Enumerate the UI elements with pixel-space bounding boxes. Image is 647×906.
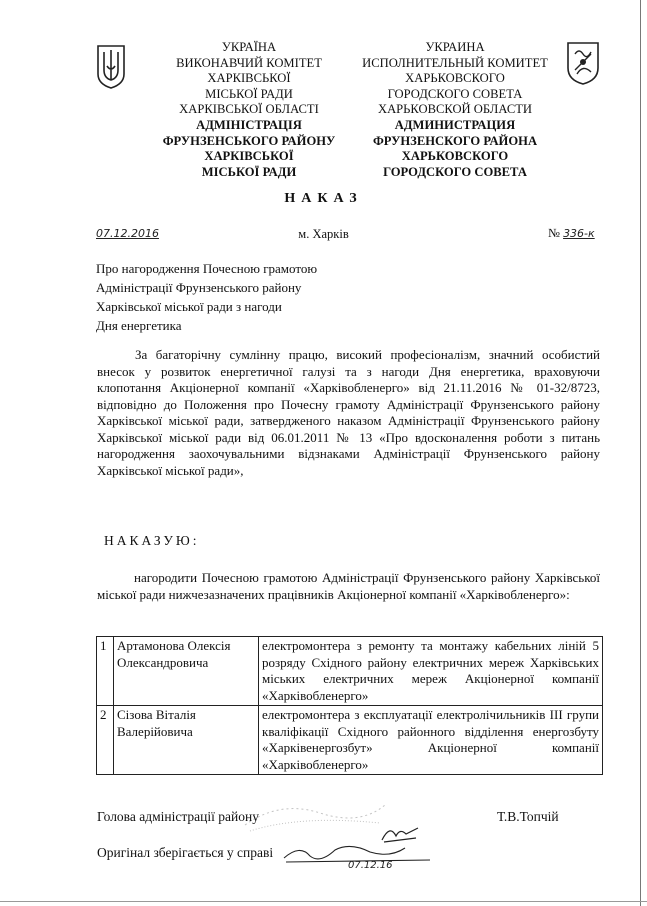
- header-line: АДМИНИСТРАЦИЯ: [394, 117, 516, 132]
- name-line: Артамонова Олексія: [117, 638, 231, 653]
- header-line: ВИКОНАВЧИЙ КОМІТЕТ: [176, 55, 322, 70]
- name-line: Валерійовича: [117, 723, 193, 739]
- trident-icon: [96, 44, 126, 90]
- row-number: 1: [97, 637, 114, 706]
- header-line: ХАРКІВСЬКОЇ: [207, 71, 291, 86]
- kharkiv-coat-of-arms-icon: [565, 40, 601, 86]
- header-line: ХАРЬКОВСКОЙ ОБЛАСТИ: [377, 102, 533, 117]
- original-note: Оригінал зберігається у справі: [97, 845, 274, 860]
- header-line: ХАРКІВСЬКОЇ ОБЛАСТІ: [179, 102, 319, 117]
- subject-line: Про нагородження Почесною грамотою: [96, 261, 318, 276]
- awardee-position: електромонтера з ремонту та монтажу кабельних ліній 5 розряду Східного району електричних мереж Харківських міських електричних мереж Акціонерної компанії «Харківобленерго»: [259, 637, 603, 706]
- header-line: ГОРОДСКОГО СОВЕТА: [387, 86, 523, 101]
- number-value: 336-к: [563, 227, 595, 240]
- document-title: НАКАЗ: [284, 191, 363, 206]
- award-paragraph: нагородити Почесною грамотою Адміністрації Фрунзенського району Харківської міської ради нижчезазначених працівників Акціонерної компанії «Харківобленерго»:: [97, 570, 600, 602]
- signatory-name: Т.В.Топчій: [497, 809, 559, 824]
- header-line: УКРАИНА: [425, 40, 485, 54]
- document-date: 07.12.2016: [96, 227, 159, 240]
- order-word: НАКАЗУЮ:: [104, 533, 200, 548]
- header-line: ФРУНЗЕНСЬКОГО РАЙОНУ: [162, 133, 336, 148]
- subject-line: Адміністрації Фрунзенського району: [96, 280, 302, 295]
- header-line: ХАРЬКОВСКОГО: [405, 71, 505, 86]
- table-row: [97, 637, 603, 706]
- header-line: ХАРКІВСЬКОЇ: [204, 149, 294, 164]
- header-line: МІСЬКОЇ РАДИ: [205, 86, 293, 101]
- awardees-table: [96, 636, 603, 775]
- awardee-name: [114, 706, 259, 775]
- document-city: м. Харків: [298, 227, 349, 241]
- clerk-signature: [280, 840, 440, 870]
- header-ukrainian: [140, 40, 358, 180]
- document-number: [548, 226, 595, 241]
- subject-line: Харківської міської ради з нагоди: [96, 299, 282, 314]
- handwritten-date: 07.12.16: [348, 860, 393, 870]
- subject-line: Дня енергетика: [96, 318, 182, 333]
- signatory-title: Голова адміністрації району: [97, 809, 259, 824]
- header-line: МІСЬКОЇ РАДИ: [201, 164, 297, 179]
- stamp-mark: [240, 795, 390, 835]
- header-line: УКРАЇНА: [221, 40, 277, 54]
- awardee-position: електромонтера з експлуатації електролічильників III групи кваліфікації Східного районного відділення енергозбуту «Харківенергозбут» Акціонерної компанії «Харківобленерго»: [259, 706, 603, 775]
- name-line: Олександровича: [117, 654, 209, 670]
- scan-edge-right: [640, 0, 641, 906]
- document-subject: [96, 259, 317, 335]
- name-line: Сізова Віталія: [117, 707, 196, 722]
- number-prefix: №: [548, 226, 560, 240]
- table-row: [97, 706, 603, 775]
- preamble-paragraph: За багаторічну сумлінну працю, високий професіоналізм, значний особистий внесок у розвиток енергетичної галузі та з нагоди Дня енергетика, враховуючи клопотання Акціонерної компанії «Харківобленерго» від 21.11.2016 № 01-32/8723, відповідно до Положення про Почесну грамоту Адміністрації Фрунзенського району Харківської міської ради, затвердженого наказом Адміністрації Фрунзенського району Харківської міської ради від 06.01.2011 № 13 «Про вдосконалення роботи з питань нагородження заохочувальними відзнаками Адміністрації Фрунзенського району Харківської міської ради»,: [97, 347, 600, 478]
- header-line: ХАРЬКОВСКОГО: [401, 149, 509, 164]
- header-line: ФРУНЗЕНСКОГО РАЙОНА: [372, 133, 538, 148]
- scan-edge-bottom: [0, 901, 647, 902]
- header-line: ГОРОДСКОГО СОВЕТА: [383, 164, 527, 179]
- row-number: 2: [97, 706, 114, 775]
- awardee-name: [114, 637, 259, 706]
- header-russian: [346, 40, 564, 180]
- header-line: ИСПОЛНИТЕЛЬНЫЙ КОМИТЕТ: [362, 55, 548, 70]
- header-line: АДМІНІСТРАЦІЯ: [196, 117, 302, 132]
